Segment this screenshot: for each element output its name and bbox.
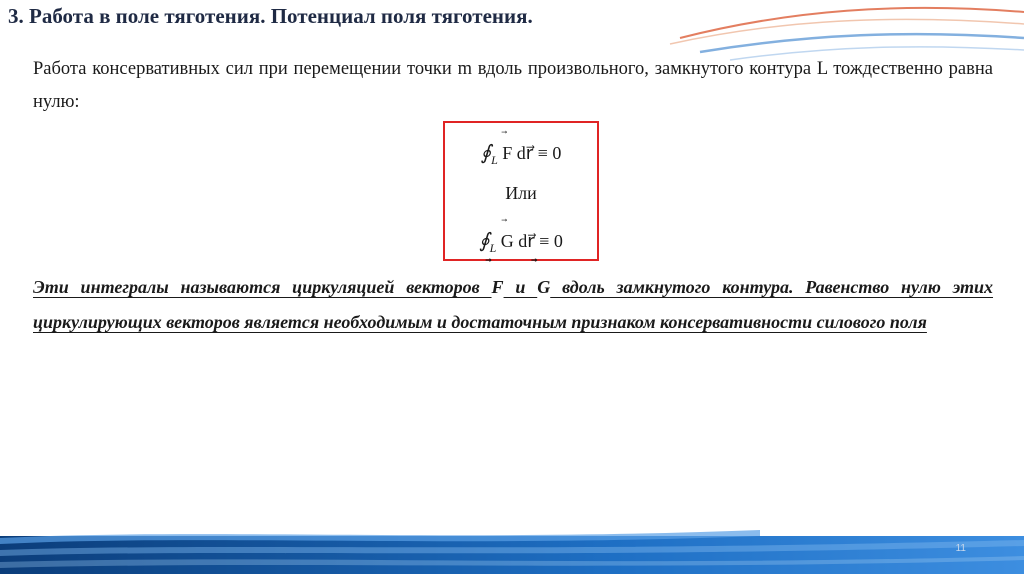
conclusion-part1: Эти интегралы называются циркуляцией векторов xyxy=(33,277,492,297)
vector-symbol: F xyxy=(502,143,513,163)
vector-f xyxy=(492,270,504,305)
vector-symbol: G xyxy=(500,231,514,251)
formula-box xyxy=(443,121,599,261)
slide-title: 3. Работа в поле тяготения. Потенциал поля тяготения. xyxy=(8,4,533,28)
vector-g xyxy=(501,227,514,252)
contour-integral-symbol: ∮ xyxy=(480,142,492,164)
vector-symbol: G xyxy=(537,277,551,297)
vector-arrow xyxy=(492,258,504,270)
formula-circulation-f xyxy=(445,139,597,168)
contour-subscript: L xyxy=(491,153,498,167)
vector-arrow xyxy=(537,258,550,270)
formula-tail: dr⃗ ≡ 0 xyxy=(513,231,563,251)
vector-arrow xyxy=(502,130,512,142)
formula-connector: Или xyxy=(505,183,537,203)
vector-symbol: F xyxy=(491,277,504,297)
decorative-wave-bottom xyxy=(0,524,1024,574)
formula-circulation-g xyxy=(445,227,597,256)
conclusion-and: и xyxy=(503,277,538,297)
vector-g xyxy=(537,270,550,305)
page-number: 11 xyxy=(955,543,966,554)
vector-f xyxy=(502,139,512,164)
conclusion-part2: вдоль замкнутого контура. Равенство нулю этих циркулирующих векторов является необходимым и достаточным признаком консервативности силового поля xyxy=(33,277,994,332)
formula-tail: dr⃗ ≡ 0 xyxy=(512,143,562,163)
contour-integral-symbol: ∮ xyxy=(479,230,490,252)
contour-subscript: L xyxy=(489,241,497,255)
intro-paragraph: Работа консервативных сил при перемещении точки m вдоль произвольного, замкнутого контура L тождественно равна нулю: xyxy=(33,59,993,112)
vector-arrow xyxy=(501,218,514,230)
conclusion-paragraph xyxy=(33,270,993,340)
